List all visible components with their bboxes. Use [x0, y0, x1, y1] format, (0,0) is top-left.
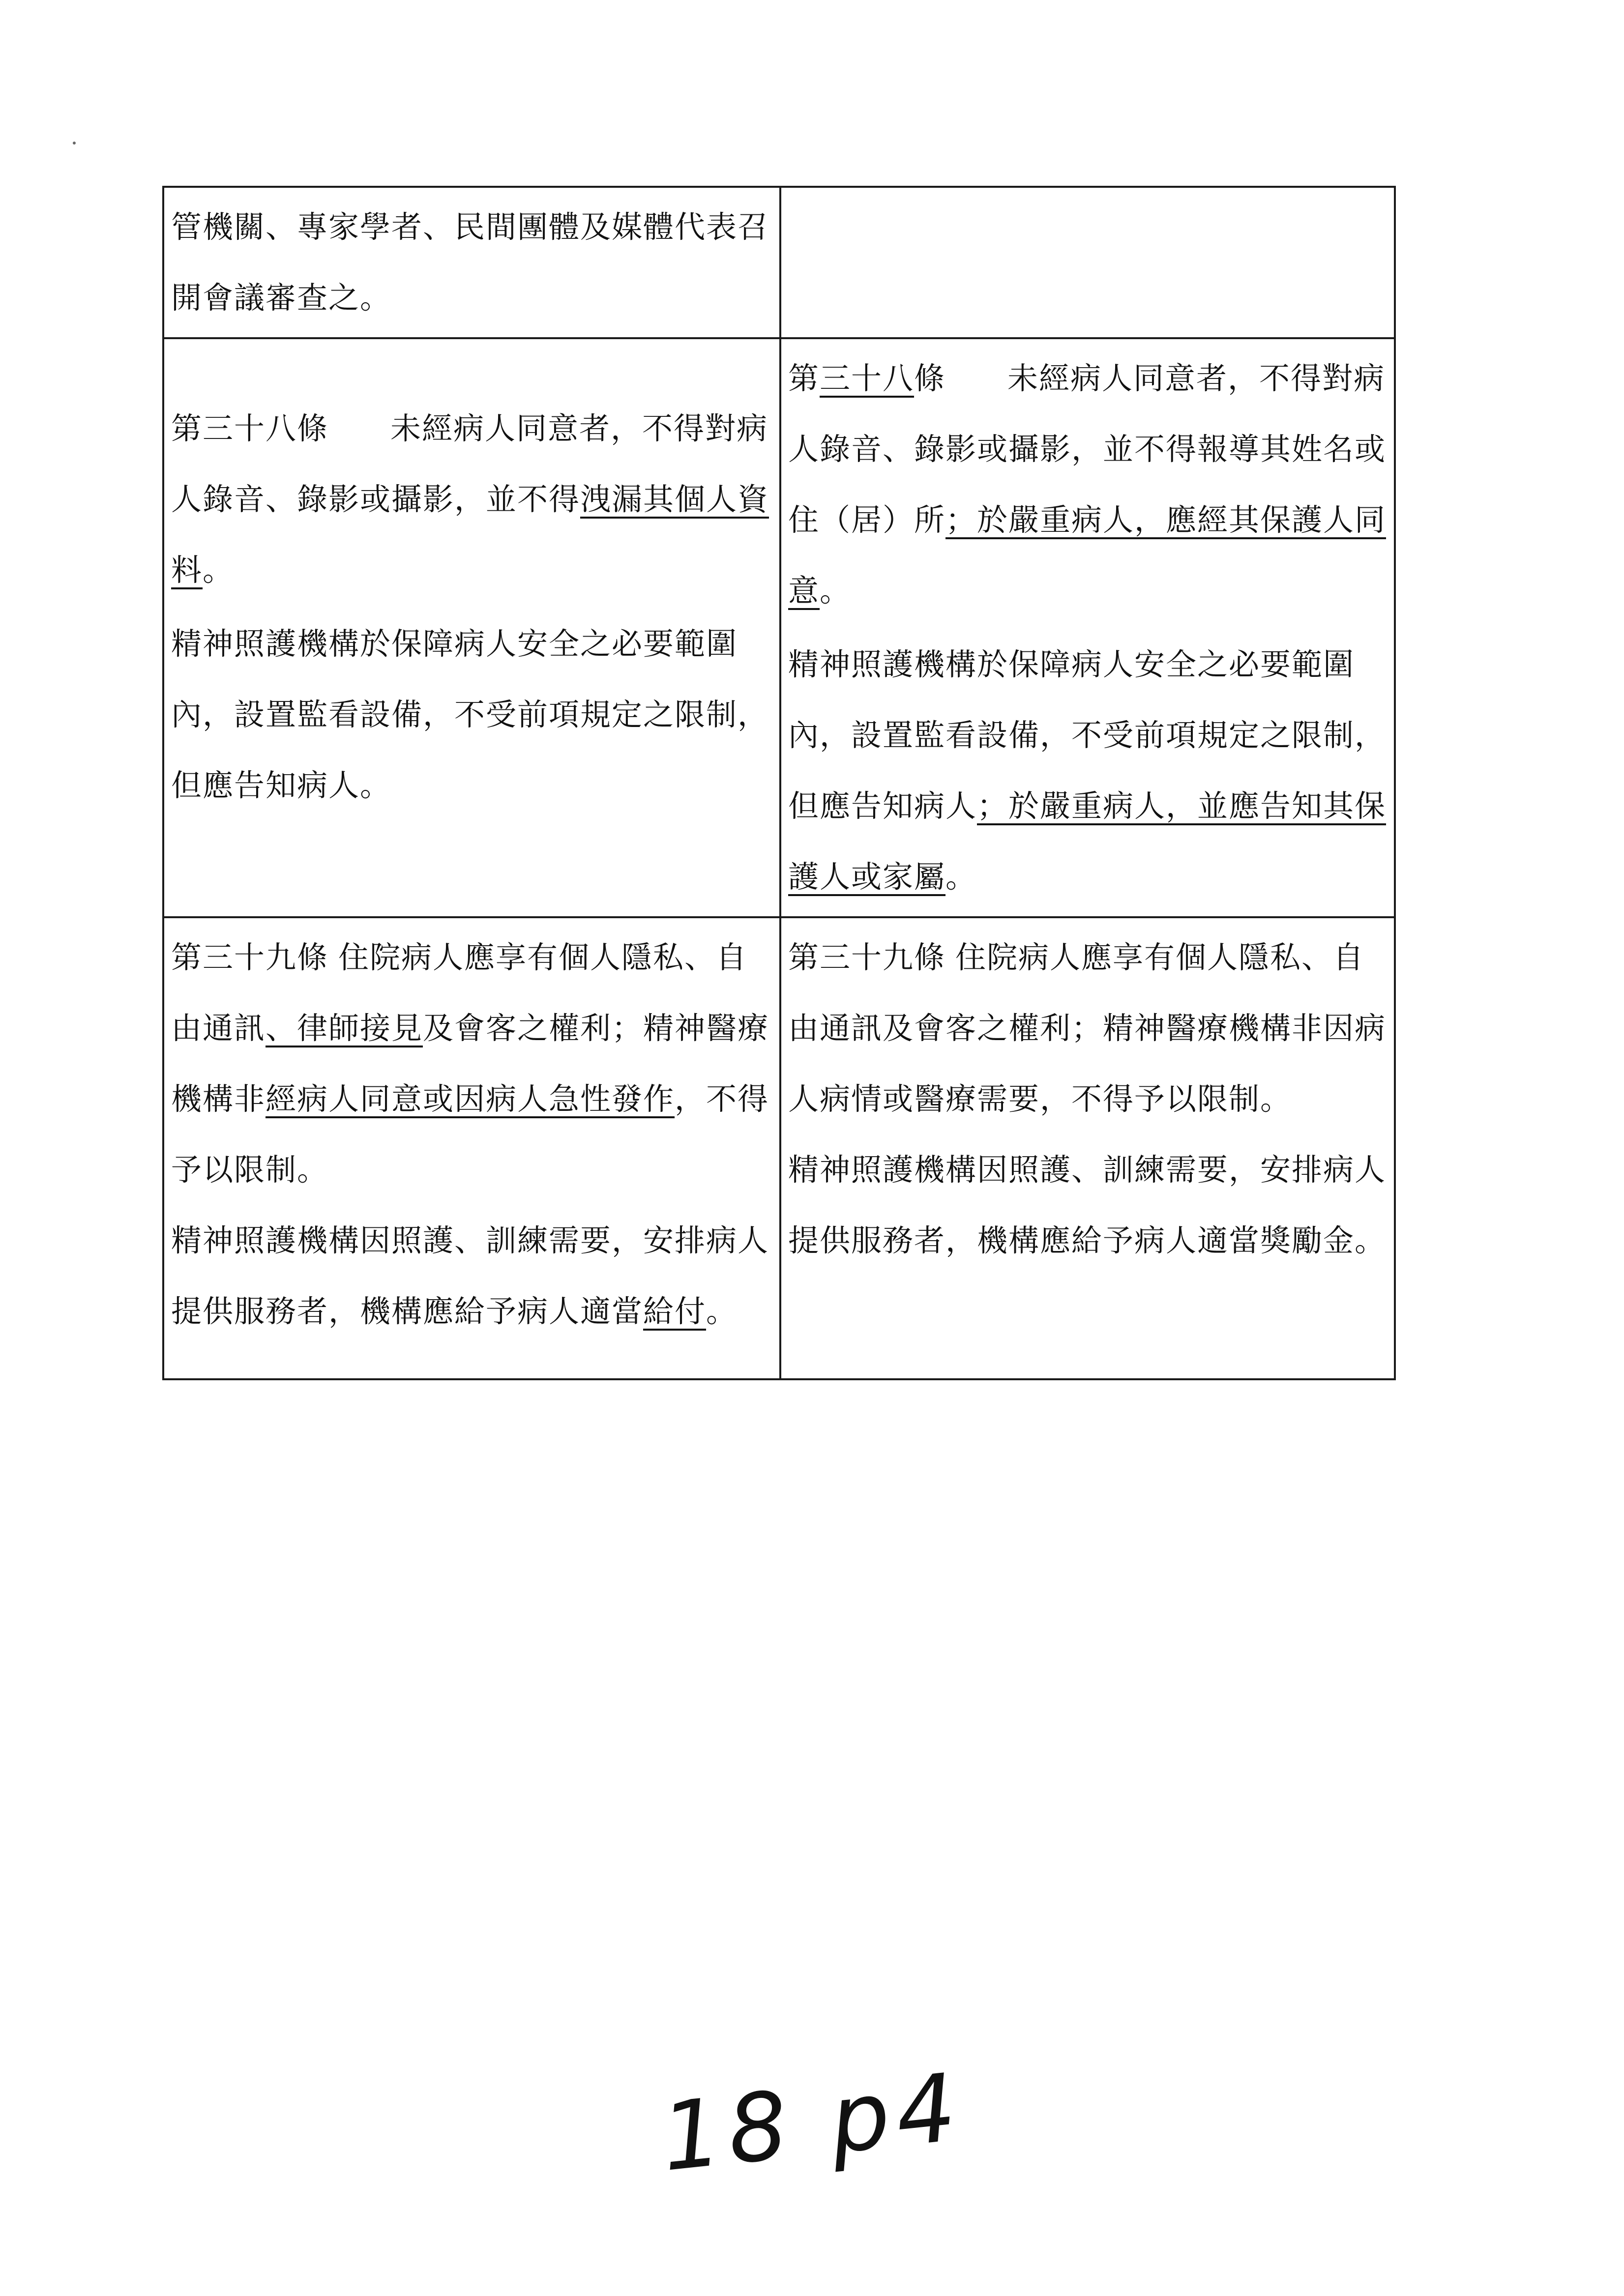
paragraph: [788, 629, 1388, 912]
table-row: [163, 917, 1395, 1379]
text-run: 住院病人應享有個人隱私、自由通訊及會客之權利；精神醫療機構非因病人病情或醫療需要，不得予以限制。: [788, 939, 1387, 1117]
text-run: 精神照護機構因照護、訓練需要，安排病人提供服務者，機構應給予病人適當: [171, 1222, 769, 1329]
article-number: 第三十九條: [788, 939, 946, 975]
text-run: 。: [945, 859, 977, 895]
left-cell: [163, 187, 780, 338]
table-row: [163, 338, 1395, 917]
right-cell: [780, 338, 1395, 917]
underlined-text: ；於嚴重病人，應經其保護人同意: [788, 502, 1387, 609]
handwritten-page-number: 18 p4: [656, 2052, 968, 2192]
text-run: 住院病人應享有個人隱私、自由通訊: [171, 939, 748, 1046]
paragraph: [171, 922, 773, 1205]
underlined-text: 經病人同意或因病人急性發作: [266, 1081, 675, 1117]
article-number: 第三十九條: [171, 939, 329, 975]
text-run: 。: [203, 552, 235, 588]
text-run: 精神照護機構因照護、訓練需要，安排病人提供服務者，機構應給予病人適當獎勵金。: [788, 1152, 1387, 1258]
text-run: 未經病人同意者，不得對病人錄音、錄影或攝影，並不得: [171, 410, 768, 517]
paragraph: [171, 609, 773, 821]
paragraph: [788, 343, 1388, 626]
comparison-table: [162, 186, 1396, 1380]
left-cell: [163, 917, 780, 1379]
paragraph: [171, 393, 773, 606]
paragraph: [788, 1134, 1388, 1276]
underlined-text: 給付: [643, 1293, 707, 1329]
paragraph: [171, 1205, 773, 1347]
right-cell: [780, 917, 1395, 1379]
text-run: 第: [788, 360, 820, 396]
table-row: [163, 187, 1395, 338]
text-run: 管機關、專家學者、民間團體及媒體代表召開會議審查之。: [171, 209, 769, 316]
text-run: 精神照護機構於保障病人安全之必要範圍內，設置監看設備，不受前項規定之限制，但應告知病人: [788, 646, 1387, 824]
text-run: 。: [820, 573, 852, 609]
paragraph: [171, 192, 773, 333]
text-run: 條: [914, 360, 946, 396]
underlined-text: ；於嚴重病人，並應告知其保護人或家屬: [788, 788, 1387, 895]
left-cell: [163, 338, 780, 917]
underlined-text: 、律師接見: [266, 1010, 423, 1046]
underlined-text: 三十八: [820, 360, 915, 396]
text-run: 精神照護機構於保障病人安全之必要範圍內，設置監看設備，不受前項規定之限制，但應告知病人。: [171, 626, 769, 803]
text-run: ，不得予以限制。: [171, 1081, 769, 1188]
right-cell: [780, 187, 1395, 338]
text-run: 未經病人同意者，不得對病人錄音、錄影或攝影，並不得報導其姓名或住（居）所: [788, 360, 1387, 538]
underlined-text: 洩漏其個人資料: [171, 481, 769, 588]
article-number: 第三十八條: [171, 410, 329, 446]
text-run: 。: [706, 1293, 738, 1329]
text-run: 及會客之權利；精神醫療機構非: [171, 1010, 769, 1117]
scan-speck: [73, 142, 76, 145]
paragraph: [788, 922, 1388, 1134]
